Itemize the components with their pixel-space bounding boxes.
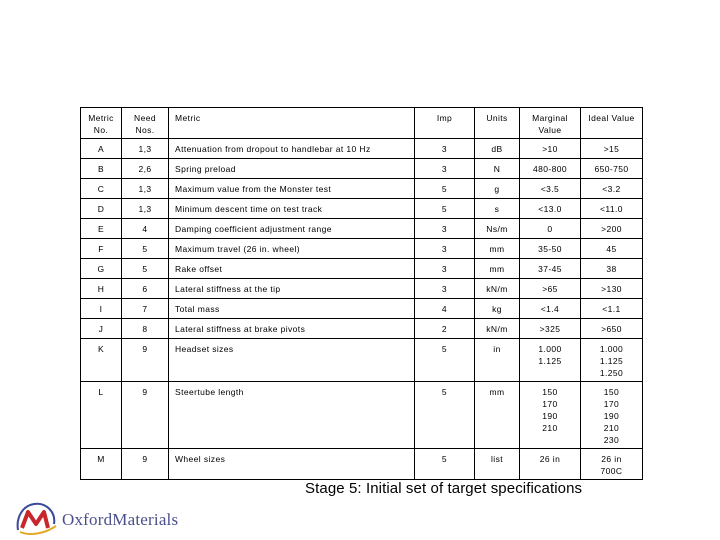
table-row <box>81 382 643 449</box>
cell-marginal-value: 26 in <box>520 449 581 480</box>
cell-need-nos: 1,3 <box>122 199 169 219</box>
cell-imp: 5 <box>415 382 475 449</box>
cell-imp: 4 <box>415 299 475 319</box>
cell-imp: 3 <box>415 219 475 239</box>
cell-ideal-value: >130 <box>581 279 643 299</box>
cell-ideal-value: 38 <box>581 259 643 279</box>
table-row <box>81 449 643 480</box>
cell-need-nos: 2,6 <box>122 159 169 179</box>
cell-ideal-value: <1.1 <box>581 299 643 319</box>
cell-ideal-value: >15 <box>581 139 643 159</box>
cell-metric-no: L <box>81 382 122 449</box>
cell-metric: Maximum travel (26 in. wheel) <box>169 239 415 259</box>
cell-metric: Lateral stiffness at brake pivots <box>169 319 415 339</box>
cell-units: kN/m <box>475 279 520 299</box>
cell-imp: 2 <box>415 319 475 339</box>
cell-units: mm <box>475 239 520 259</box>
table-row <box>81 319 643 339</box>
cell-marginal-value: 0 <box>520 219 581 239</box>
cell-metric-no: E <box>81 219 122 239</box>
cell-metric: Maximum value from the Monster test <box>169 179 415 199</box>
cell-imp: 5 <box>415 339 475 382</box>
cell-marginal-value: >65 <box>520 279 581 299</box>
header-metric: Metric <box>169 108 415 139</box>
header-ideal-value: Ideal Value <box>581 108 643 139</box>
cell-units: s <box>475 199 520 219</box>
cell-metric-no: H <box>81 279 122 299</box>
cell-imp: 5 <box>415 199 475 219</box>
cell-metric-no: A <box>81 139 122 159</box>
spec-table <box>80 107 643 480</box>
cell-metric-no: C <box>81 179 122 199</box>
cell-imp: 5 <box>415 449 475 480</box>
cell-metric: Headset sizes <box>169 339 415 382</box>
cell-need-nos: 9 <box>122 339 169 382</box>
cell-metric-no: M <box>81 449 122 480</box>
table-row <box>81 299 643 319</box>
cell-metric: Wheel sizes <box>169 449 415 480</box>
cell-metric: Damping coefficient adjustment range <box>169 219 415 239</box>
slide-caption: Stage 5: Initial set of target specifications <box>305 480 583 497</box>
table-row <box>81 239 643 259</box>
cell-need-nos: 1,3 <box>122 179 169 199</box>
cell-ideal-value: 1.000 1.125 1.250 <box>581 339 643 382</box>
cell-imp: 5 <box>415 179 475 199</box>
cell-ideal-value: >650 <box>581 319 643 339</box>
cell-metric: Total mass <box>169 299 415 319</box>
cell-imp: 3 <box>415 139 475 159</box>
cell-units: dB <box>475 139 520 159</box>
cell-metric-no: J <box>81 319 122 339</box>
cell-metric: Lateral stiffness at the tip <box>169 279 415 299</box>
cell-ideal-value: >200 <box>581 219 643 239</box>
cell-marginal-value: <3.5 <box>520 179 581 199</box>
cell-marginal-value: >325 <box>520 319 581 339</box>
cell-need-nos: 1,3 <box>122 139 169 159</box>
header-marginal-value: Marginal Value <box>520 108 581 139</box>
cell-metric: Steertube length <box>169 382 415 449</box>
cell-ideal-value: 150 170 190 210 230 <box>581 382 643 449</box>
cell-imp: 3 <box>415 159 475 179</box>
table-body <box>81 139 643 480</box>
table-row <box>81 179 643 199</box>
cell-units: N <box>475 159 520 179</box>
cell-metric-no: B <box>81 159 122 179</box>
cell-marginal-value: 150 170 190 210 <box>520 382 581 449</box>
cell-marginal-value: 480-800 <box>520 159 581 179</box>
cell-metric-no: K <box>81 339 122 382</box>
cell-marginal-value: <13.0 <box>520 199 581 219</box>
logo-text: OxfordMaterials <box>62 510 179 529</box>
cell-metric-no: G <box>81 259 122 279</box>
table-row <box>81 279 643 299</box>
cell-imp: 3 <box>415 259 475 279</box>
cell-ideal-value: <11.0 <box>581 199 643 219</box>
table-row <box>81 139 643 159</box>
cell-metric-no: D <box>81 199 122 219</box>
cell-need-nos: 5 <box>122 259 169 279</box>
cell-metric: Rake offset <box>169 259 415 279</box>
table-row <box>81 259 643 279</box>
cell-need-nos: 9 <box>122 449 169 480</box>
cell-marginal-value: 35-50 <box>520 239 581 259</box>
cell-imp: 3 <box>415 279 475 299</box>
cell-need-nos: 6 <box>122 279 169 299</box>
table-row <box>81 159 643 179</box>
header-units: Units <box>475 108 520 139</box>
cell-ideal-value: <3.2 <box>581 179 643 199</box>
cell-metric: Spring preload <box>169 159 415 179</box>
cell-units: mm <box>475 259 520 279</box>
cell-metric: Attenuation from dropout to handlebar at 10 Hz <box>169 139 415 159</box>
header-metric-no: Metric No. <box>81 108 122 139</box>
cell-ideal-value: 650-750 <box>581 159 643 179</box>
cell-need-nos: 9 <box>122 382 169 449</box>
cell-marginal-value: >10 <box>520 139 581 159</box>
cell-need-nos: 8 <box>122 319 169 339</box>
cell-metric-no: I <box>81 299 122 319</box>
cell-need-nos: 5 <box>122 239 169 259</box>
cell-units: mm <box>475 382 520 449</box>
table-row <box>81 199 643 219</box>
cell-units: kg <box>475 299 520 319</box>
cell-marginal-value: <1.4 <box>520 299 581 319</box>
table-header-row <box>81 108 643 139</box>
cell-need-nos: 7 <box>122 299 169 319</box>
cell-metric-no: F <box>81 239 122 259</box>
table-row <box>81 219 643 239</box>
cell-units: in <box>475 339 520 382</box>
cell-need-nos: 4 <box>122 219 169 239</box>
header-need-nos: Need Nos. <box>122 108 169 139</box>
cell-ideal-value: 45 <box>581 239 643 259</box>
cell-marginal-value: 37-45 <box>520 259 581 279</box>
cell-imp: 3 <box>415 239 475 259</box>
cell-units: g <box>475 179 520 199</box>
table-row <box>81 339 643 382</box>
cell-units: kN/m <box>475 319 520 339</box>
cell-metric: Minimum descent time on test track <box>169 199 415 219</box>
cell-marginal-value: 1.000 1.125 <box>520 339 581 382</box>
cell-ideal-value: 26 in 700C <box>581 449 643 480</box>
cell-units: list <box>475 449 520 480</box>
header-imp: Imp <box>415 108 475 139</box>
cell-units: Ns/m <box>475 219 520 239</box>
